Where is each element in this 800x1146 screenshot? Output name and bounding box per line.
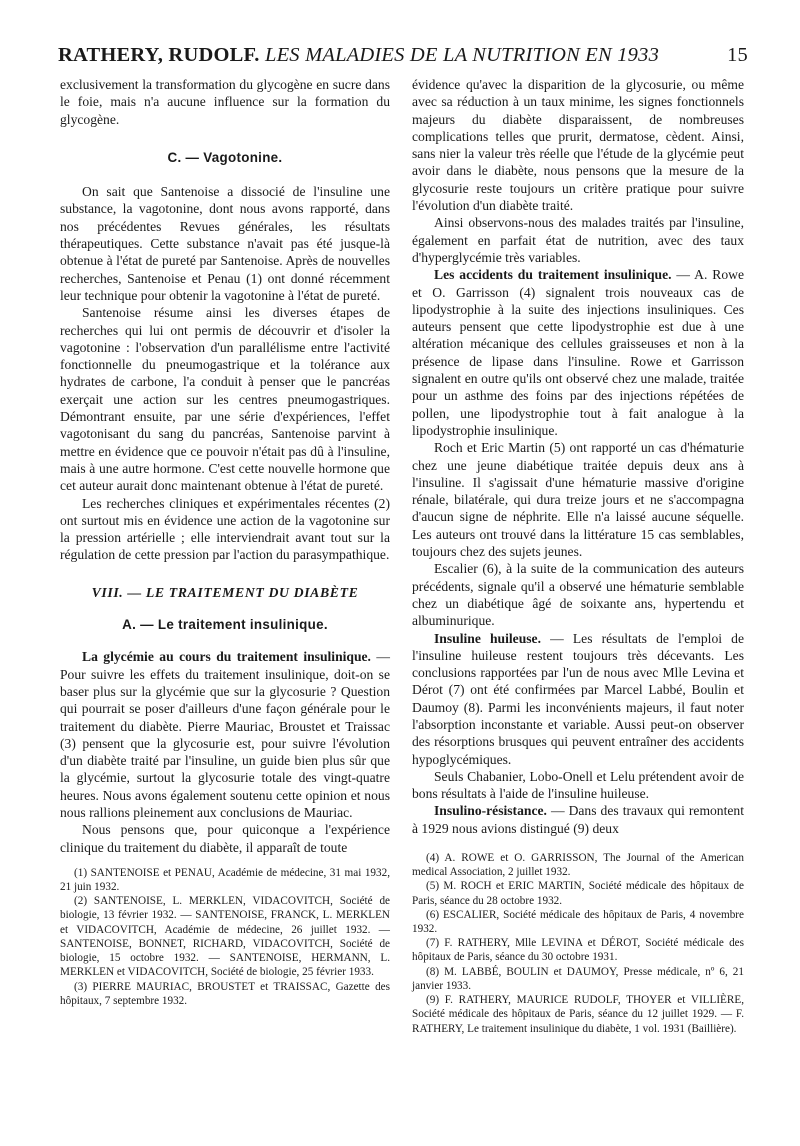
footnote: (5) M. ROCH et ERIC MARTIN, Société médicale des hôpitaux de Paris, séance du 28 octobre 1932. [412,880,744,907]
paragraph: On sait que Santenoise a dissocié de l'insuline une substance, la vagotonine, dont nous avons rapporté, dans nos précédentes Revues générales, les résultats thérapeutiques. Cette substance n'avait pas été jusque-là obtenue à l'état de pureté par Santenoise. Après de nouvelles recherches, Santenoise et Penau (1) ont donné récemment leur technique pour obtenir la vagotonine à l'état de pureté. [60,184,390,303]
paragraph: Nous pensons que, pour quiconque a l'expérience clinique du traitement du diabète, il apparaît de toute [60,822,390,855]
footnote: (2) SANTENOISE, L. MERKLEN, VIDACOVITCH, Société de biologie, 13 février 1932. — SANTENOISE, FRANCK, L. MERKLEN et VIDACOVITCH, Académie de médecine, 26 juillet 1932. — SANTENOISE, BONNET, RICHARD, VIDACOVITCH, Société de biologie, 15 octobre 1932. — SANTENOISE, HERMANN, L. MERKLEN et VIDACOVITCH, Société de biologie, 25 février 1933. [60,895,390,979]
paragraph: évidence qu'avec la disparition de la glycosurie, ou même avec sa réduction à un taux minime, les signes fonctionnels majeurs du diabète disparaissent, de nombreuses complications telles que prurit, dermatose, cèdent. Ainsi, sans nier la valeur très réelle que l'étude de la glycémie peut avoir dans le diabète, nous pensons que la mesure de la glycosurie reste toujours un critère pratique pour suivre l'évolution d'un diabète traité. [412,77,744,214]
footnote: (4) A. ROWE et O. GARRISSON, The Journal of the American medical Association, 2 juillet 1932. [412,852,744,879]
header-author: RATHERY, RUDOLF. [58,44,260,66]
footnote: (9) F. RATHERY, MAURICE RUDOLF, THOYER et VILLIÈRE, Société médicale des hôpitaux de Paris, séance du 12 juillet 1929. — F. RATHERY, Le traitement insulinique du diabète, 1 vol. 1931 (Baillière). [412,994,744,1035]
paragraph: Insulino-résistance. — Dans des travaux qui remontent à 1929 nous avions distingué (9) deux [412,803,744,836]
subheading-insulin-treatment: A. — Le traitement insulinique. [122,617,328,633]
footnotes-right [412,851,744,1036]
footnotes-left [60,866,390,1008]
left-column [60,76,390,1008]
paragraph: Les accidents du traitement insulinique. — A. Rowe et O. Garrisson (4) signalent trois nouveaux cas de lipodystrophie à la suite des injections insuliniques. Ces auteurs pensent que cette lipodystrophie est due à une altération mécanique des cellules graisseuses et non à la présence de lipase dans l'insuline. Rowe et Garrisson signalent en outre qu'ils ont observé chez une malade, traitée pour un asthme des foins par des injections répétées de pollen, une lipodystrophie tout à fait analogue à la lipodystrophie insulinique. [412,267,744,438]
paragraph: Escalier (6), à la suite de la communication des auteurs précédents, signale qu'il a observé une hématurie semblable chez un diabétique âgé de soixante ans, hypertendu et albuminurique. [412,561,744,629]
paragraph: Santenoise résume ainsi les diverses étapes de recherches qui lui ont permis de découvrir et d'isoler la vagotonine : l'observation d'un parallélisme entre l'activité fonctionnelle du pneumogastrique et la tolérance aux hydrates de carbone, l'a conduit à penser que le pancréas exerçait une action sur les centres pneumogastriques. Démontrant ensuite, par une série d'expériences, l'effet vagotonisant du sang du pancréas, Santenoise parvint à mettre en évidence que ce pouvoir n'était pas dû à l'insuline, mais à une autre hormone. C'est cette nouvelle hormone que cet auteur aurait donc maintenant obtenue à l'état de pureté. [60,305,390,494]
paragraph: Les recherches cliniques et expérimentales récentes (2) ont surtout mis en évidence une action de la vagotonine sur la pression artérielle ; elle interviendrait avant tout sur la régulation de cette pression par l'action du parasympathique. [60,495,390,563]
paragraph: Ainsi observons-nous des malades traités par l'insuline, également en parfait état de nutrition, avec des taux d'hyperglycémie très variables. [412,215,744,265]
paragraph: exclusivement la transformation du glycogène en sucre dans le foie, mais n'a aucune influence sur la formation du glycogène. [60,77,390,127]
paragraph: Roch et Eric Martin (5) ont rapporté un cas d'hématurie chez une jeune diabétique traitée depuis deux ans à l'insuline. Il s'agissait d'une hématurie massive d'origine rénale, bilatérale, qui dura treize jours et ne s'accompagna d'aucun signe de néphrite. Elle n'a laissé aucune séquelle. Les auteurs ont trouvé dans la littérature 15 cas semblables, toujours chez des sujets jeunes. [412,440,744,560]
paragraph: La glycémie au cours du traitement insulinique. — Pour suivre les effets du traitement insulinique, doit-on se baser plus sur la glycémie que sur la glycosurie ? Question qui pourrait se poser d'ailleurs d'une façon générale pour le traitement du diabète. Pierre Mauriac, Broustet et Traissac (3) pensent que la glycosurie est, pour suivre l'évolution d'un diabète traité par l'insuline, un guide bien plus sûr que la glycémie, surtout la glycosurie totale des vingt-quatre heures. Nous avons également soutenu cette opinion et nous nous rallions pleinement aux conclusions de Mauriac. [60,649,390,820]
footnote: (3) PIERRE MAURIAC, BROUSTET et TRAISSAC, Gazette des hôpitaux, 7 septembre 1932. [60,980,390,1007]
run-in-heading: Les accidents du traitement insulinique. [434,267,672,283]
footnote: (7) F. RATHERY, Mlle LEVINA et DÉROT, Société médicale des hôpitaux de Paris, séance du 30 octobre 1931. [412,937,744,964]
subheading-vagotonine: C. — Vagotonine. [167,149,283,165]
run-in-heading: La glycémie au cours du traitement insulinique. [82,649,371,665]
footnote: (8) M. LABBÉ, BOULIN et DAUMOY, Presse médicale, nº 6, 21 janvier 1933. [412,965,744,992]
run-in-heading: Insulino-résistance. [434,803,547,819]
footnote: (6) ESCALIER, Société médicale des hôpitaux de Paris, 4 novembre 1932. [412,908,744,936]
paragraph: Insuline huileuse. — Les résultats de l'emploi de l'insuline huileuse restent toujours très décevants. Les conclusions rapportées par l'un de nous avec Mlle Levina et Dérot (7) ont été confirmées par Marcel Labbé, Boulin et Daumoy (8). Parmi les inconvénients majeurs, il faut noter l'absorption inconstante et variable. Aussi peut-on observer des résorptions brusques qui peuvent entraîner des accidents hypoglycémiques. [412,630,744,767]
footnote: (1) SANTENOISE et PENAU, Académie de médecine, 31 mai 1932, 21 juin 1932. [60,866,390,894]
running-header [58,44,748,74]
header-title: LES MALADIES DE LA NUTRITION EN 1933 [264,44,660,66]
section-heading: VIII. — LE TRAITEMENT DU DIABÈTE [91,584,359,600]
page-number: 15 [727,44,748,66]
paragraph: Seuls Chabanier, Lobo-Onell et Lelu prétendent avoir de bons résultats à l'aide de l'insuline huileuse. [412,768,744,802]
run-in-heading: Insuline huileuse. [434,630,541,646]
right-column [412,76,744,1036]
